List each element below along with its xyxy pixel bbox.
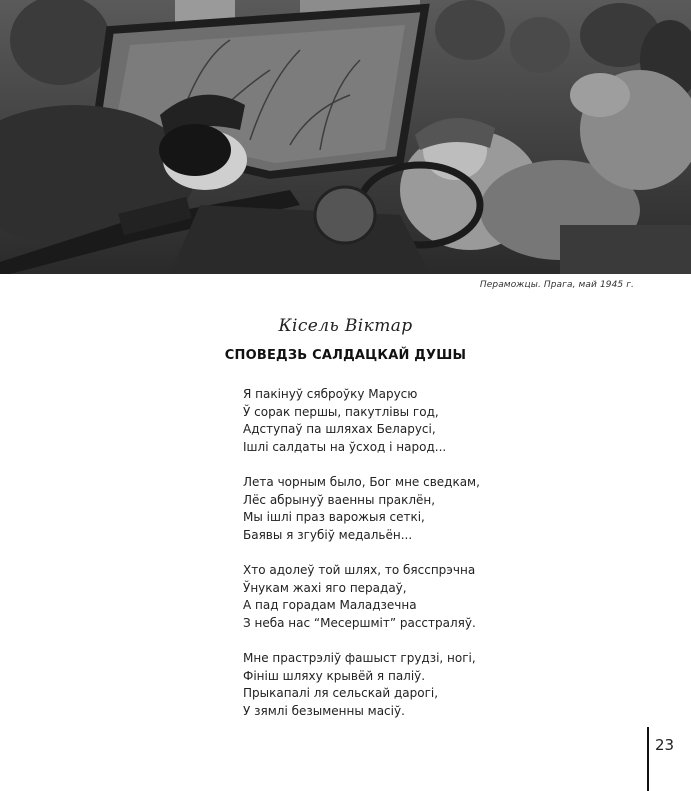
poem-line: Адступаў па шляхах Беларусі,: [243, 422, 436, 437]
poem-line: Прыкапалі ля сельскай дарогі,: [243, 686, 439, 701]
poem-stanza: [243, 562, 480, 632]
poem-stanza: [243, 386, 480, 456]
poem-stanza: [243, 650, 480, 720]
poem-line: Фініш шляху крывёй я паліў.: [243, 668, 426, 683]
poem-line: Баявы я згубіў медальён...: [243, 527, 413, 542]
historical-photo: [0, 0, 691, 274]
poem-author: Кісель Віктар: [278, 316, 413, 336]
page-number: 23: [655, 736, 675, 754]
poem-line: Ішлі салдаты на ўсход і народ...: [243, 439, 447, 454]
poem-line: А пад горадам Маладзечна: [243, 598, 417, 613]
poem-line: Я пакінуў сяброўку Марусю: [243, 387, 418, 401]
poem-title: СПОВЕДЗЬ САЛДАЦКАЙ ДУШЫ: [224, 348, 467, 363]
poem-line: Хто адолеў той шлях, то бясспрэчна: [243, 562, 476, 577]
poem-line: Мы ішлі праз варожыя сеткі,: [243, 510, 425, 525]
poem-stanza: [243, 474, 480, 544]
poem-line: Лёс абрынуў ваенны праклён,: [243, 492, 436, 507]
photo-caption: Пераможцы. Прага, май 1945 г.: [479, 280, 634, 290]
poem-line: З неба нас “Месершміт” расстраляў.: [243, 615, 476, 630]
poem-line: Мне прастрэліў фашыст грудзі, ногі,: [243, 650, 476, 665]
poem-line: Лета чорным было, Бог мне сведкам,: [243, 474, 480, 489]
poem-body: [243, 386, 480, 720]
page-number-rule: [647, 727, 649, 791]
poem-line: Ўнукам жахі яго перадаў,: [243, 580, 407, 595]
poem-line: Ў сорак першы, пакутлівы год,: [243, 404, 439, 419]
poem-line: У зямлі безыменны масіў.: [243, 703, 405, 718]
